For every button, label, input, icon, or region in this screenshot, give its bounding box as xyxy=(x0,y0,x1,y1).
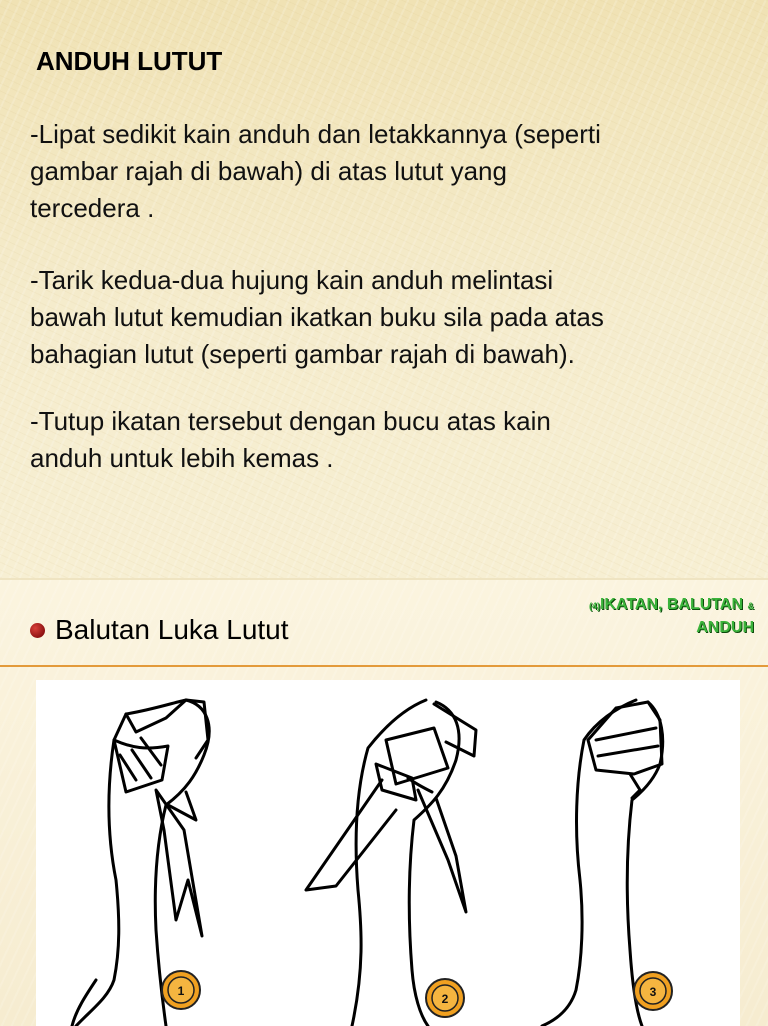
leg-figure-2 xyxy=(306,700,476,1026)
chapter-tag-text1: IKATAN, BALUTAN xyxy=(599,596,744,613)
bottom-slide xyxy=(0,578,768,1026)
bullet-dot-icon xyxy=(30,623,45,638)
chapter-tag xyxy=(589,594,754,639)
step-badge-1 xyxy=(162,971,200,1009)
step-number-2: 2 xyxy=(441,992,449,1006)
instruction-paragraph-2: -Tarik kedua-dua hujung kain anduh melintasi bawah lutut kemudian ikatkan buku sila pada atas bahagian lutut (seperti gambar rajah di bawah). xyxy=(30,265,604,369)
chapter-tag-line1 xyxy=(589,594,754,617)
chapter-tag-amp: & xyxy=(747,601,754,611)
slide-title: ANDUH LUTUT xyxy=(36,46,223,76)
step-number-3: 3 xyxy=(649,985,657,999)
instruction-paragraph-1: -Lipat sedikit kain anduh dan letakkannya (seperti gambar rajah di bawah) di atas lutut yang tercedera . xyxy=(30,119,601,223)
bullet-text: Balutan Luka Lutut xyxy=(55,614,289,645)
chapter-number: (4) xyxy=(588,601,600,611)
divider-rule xyxy=(0,665,768,667)
instruction-paragraph-3: -Tutup ikatan tersebut dengan bucu atas kain anduh untuk lebih kemas . xyxy=(30,406,551,473)
bullet-heading xyxy=(30,614,289,646)
knee-bandage-drawing xyxy=(36,680,740,1026)
step-number-1: 1 xyxy=(177,984,185,998)
chapter-tag-line2: ANDUH xyxy=(696,619,754,636)
step-badge-2 xyxy=(426,979,464,1017)
step-badge-3 xyxy=(634,972,672,1010)
knee-bandage-illustration xyxy=(36,680,740,1026)
